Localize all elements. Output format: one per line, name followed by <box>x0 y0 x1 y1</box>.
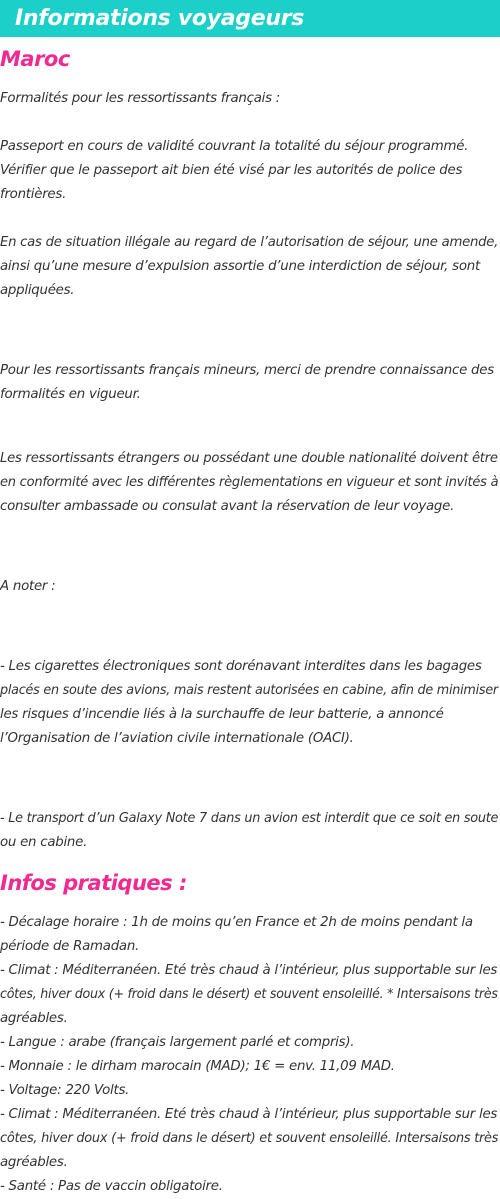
formalites-intro: Formalités pour les ressortissants français : <box>0 91 281 106</box>
text-line: les risques d’incendie liés à la surchauffe de leur batterie, a annoncé <box>0 707 444 722</box>
list-line: agréables. <box>0 1155 68 1170</box>
text-line: en conformité avec les différentes règlementations en vigueur et sont invités à <box>0 475 499 490</box>
list-line: côtes, hiver doux (+ froid dans le désert) et souvent ensoleillé. * Intersaisons très <box>0 987 498 1002</box>
cigarettes-paragraph <box>0 655 500 751</box>
a-noter-label: A noter : <box>0 579 56 594</box>
text-line: Pour les ressortissants français mineurs, merci de prendre connaissance des <box>0 363 494 378</box>
text-line: - Les cigarettes électroniques sont dorénavant interdites dans les bagages <box>0 659 482 674</box>
list-line: période de Ramadan. <box>0 939 140 954</box>
list-line: - Climat : Méditerranéen. Eté très chaud à l’intérieur, plus supportable sur les <box>0 1107 498 1122</box>
etrangers-paragraph <box>0 447 500 519</box>
text-line: consulter ambassade ou consulat avant la réservation de leur voyage. <box>0 499 455 514</box>
list-line: - Voltage: 220 Volts. <box>0 1083 130 1098</box>
page-banner-title: Informations voyageurs <box>0 0 500 37</box>
text-line: appliquées. <box>0 283 75 298</box>
infos-pratiques-list <box>0 911 500 1199</box>
text-line: ainsi qu’une mesure d’expulsion assortie d’une interdiction de séjour, sont <box>0 259 480 274</box>
list-line: agréables. <box>0 1011 68 1026</box>
mineurs-paragraph <box>0 359 500 407</box>
text-line: formalités en vigueur. <box>0 387 141 402</box>
list-line: - Santé : Pas de vaccin obligatoire. <box>0 1179 223 1194</box>
infos-pratiques-heading: Infos pratiques : <box>0 871 187 895</box>
text-line: l’Organisation de l’aviation civile internationale (OACI). <box>0 731 354 746</box>
list-line: - Langue : arabe (français largement parlé et compris). <box>0 1035 355 1050</box>
list-line: - Monnaie : le dirham marocain (MAD); 1€ = env. 11,09 MAD. <box>0 1059 395 1074</box>
text-line: - Le transport d’un Galaxy Note 7 dans un avion est interdit que ce soit en soute <box>0 811 499 826</box>
situation-paragraph <box>0 231 500 303</box>
country-heading: Maroc <box>0 47 70 71</box>
passeport-paragraph <box>0 135 500 207</box>
text-line: En cas de situation illégale au regard de l’autorisation de séjour, une amende, <box>0 235 499 250</box>
text-line: Passeport en cours de validité couvrant la totalité du séjour programmé. <box>0 139 469 154</box>
text-line: frontières. <box>0 187 67 202</box>
text-line: placés en soute des avions, mais restent autorisées en cabine, afin de minimiser <box>0 683 498 698</box>
list-line: - Climat : Méditerranéen. Eté très chaud à l’intérieur, plus supportable sur les <box>0 963 498 978</box>
galaxy-paragraph <box>0 807 500 855</box>
text-line: ou en cabine. <box>0 835 88 850</box>
list-line: - Décalage horaire : 1h de moins qu’en France et 2h de moins pendant la <box>0 915 473 930</box>
text-line: Les ressortissants étrangers ou possédant une double nationalité doivent être <box>0 451 498 466</box>
text-line: Vérifier que le passeport ait bien été visé par les autorités de police des <box>0 163 463 178</box>
list-line: côtes, hiver doux (+ froid dans le désert) et souvent ensoleillé. Intersaisons très <box>0 1131 499 1146</box>
